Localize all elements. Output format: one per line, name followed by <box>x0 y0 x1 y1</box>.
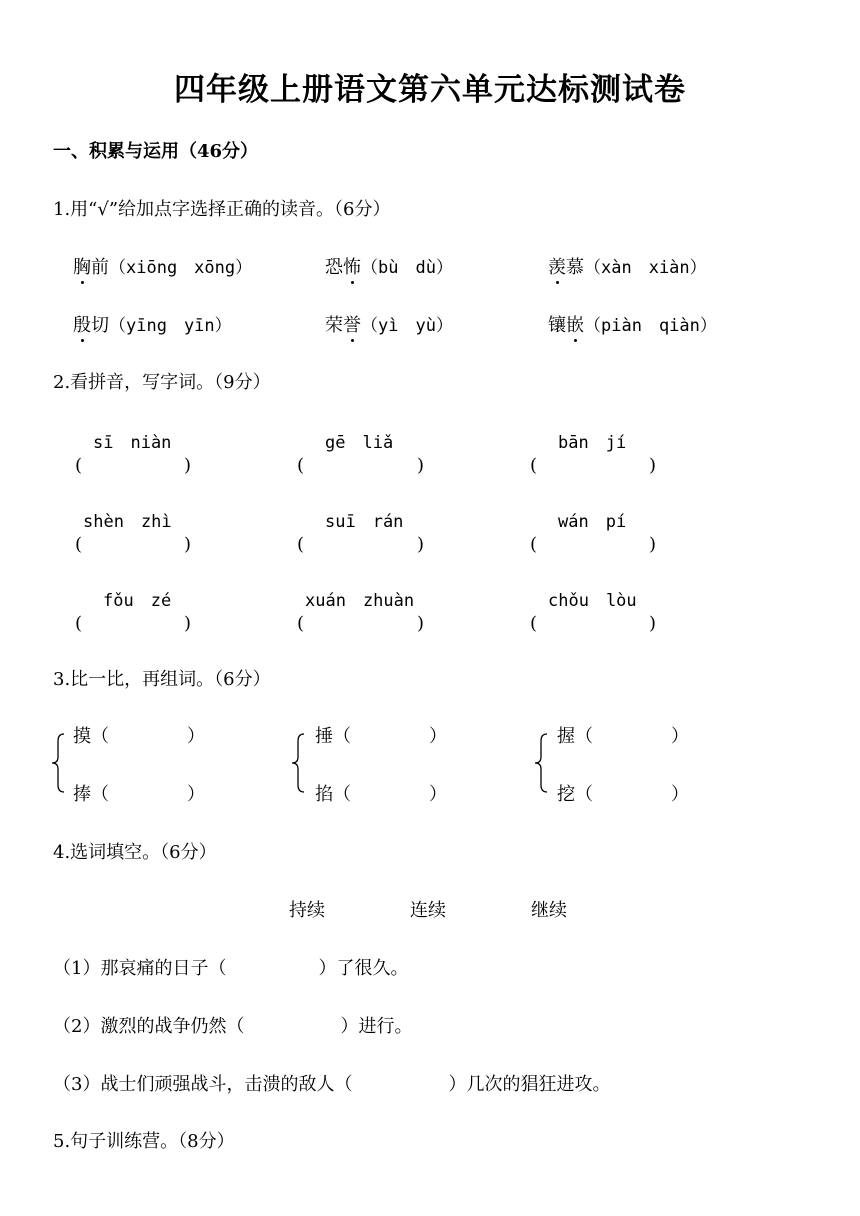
word-option: 继续 <box>531 900 567 921</box>
question-1-label: 1.用“√”给加点字选择正确的读音。（6分） <box>53 199 391 220</box>
pinyin-prompt: xuán zhuàn <box>305 591 415 611</box>
pinyin-prompt: chǒu lòu <box>548 591 637 611</box>
answer-blank[interactable]: （ ） <box>333 784 447 805</box>
section-heading: 一、积累与运用（46分） <box>53 141 259 162</box>
fill-sentence: （1）那哀痛的日子（ ）了很久。 <box>53 958 409 979</box>
fill-sentence: （3）战士们顽强战斗，击溃的敌人（ ）几次的猖狂进攻。 <box>53 1074 611 1095</box>
answer-blank[interactable]: （ ） <box>575 784 689 805</box>
answer-blank[interactable]: ( ) <box>75 534 192 555</box>
answer-blank[interactable]: （ ） <box>333 726 447 747</box>
compare-item: 掐（ ） <box>315 784 447 805</box>
brace-icon <box>290 733 306 793</box>
compare-item: 捶（ ） <box>315 726 447 747</box>
question-3-label: 3.比一比，再组词。（6分） <box>53 669 271 690</box>
pinyin-options[interactable]: （piàn qiàn） <box>584 316 717 336</box>
answer-blank[interactable]: （ ） <box>91 784 205 805</box>
dotted-char: 殷 <box>73 311 91 337</box>
compare-item: 摸（ ） <box>73 726 205 747</box>
brace-icon <box>50 733 66 793</box>
dotted-char: 嵌 <box>566 311 584 337</box>
answer-blank[interactable]: ( ) <box>297 613 425 634</box>
pinyin-prompt: sī niàn <box>93 433 172 453</box>
page-title: 四年级上册语文第六单元达标测试卷 <box>174 72 686 108</box>
answer-blank[interactable]: ( ) <box>75 455 192 476</box>
answer-blank[interactable]: ( ) <box>530 534 657 555</box>
word-option: 持续 <box>289 900 325 921</box>
pinyin-options[interactable]: （bù dù） <box>361 258 453 278</box>
compare-item: 捧（ ） <box>73 784 205 805</box>
fill-sentence: （2）激烈的战争仍然（ ）进行。 <box>53 1016 413 1037</box>
dotted-char: 誉 <box>343 311 361 337</box>
q1-item: 胸前（xiōng xōng） <box>73 253 252 279</box>
q1-item: 羡慕（xàn xiàn） <box>548 253 707 279</box>
pinyin-options[interactable]: （yīng yīn） <box>109 316 232 336</box>
compare-item: 握（ ） <box>557 726 689 747</box>
pinyin-prompt: suī rán <box>325 512 404 532</box>
pinyin-prompt: shèn zhì <box>83 512 172 532</box>
answer-blank[interactable]: （ ） <box>91 726 205 747</box>
question-5-label: 5.句子训练营。（8分） <box>53 1131 235 1152</box>
q1-item: 恐怖（bù dù） <box>325 253 453 279</box>
q1-item: 荣誉（yì yù） <box>325 311 453 337</box>
answer-blank[interactable]: ( ) <box>297 534 425 555</box>
word-option: 连续 <box>410 900 446 921</box>
answer-blank[interactable]: ( ) <box>530 455 657 476</box>
pinyin-prompt: fǒu zé <box>103 591 172 611</box>
pinyin-options[interactable]: （yì yù） <box>361 316 453 336</box>
question-2-label: 2.看拼音，写字词。（9分） <box>53 372 271 393</box>
dotted-char: 怖 <box>343 253 361 279</box>
q1-item: 殷切（yīng yīn） <box>73 311 232 337</box>
pinyin-options[interactable]: （xiōng xōng） <box>109 258 253 278</box>
dotted-char: 胸 <box>73 253 91 279</box>
compare-item: 挖（ ） <box>557 784 689 805</box>
brace-icon <box>533 733 549 793</box>
pinyin-prompt: bān jí <box>558 433 627 453</box>
pinyin-prompt: wán pí <box>558 512 627 532</box>
pinyin-options[interactable]: （xàn xiàn） <box>584 258 707 278</box>
question-4-label: 4.选词填空。（6分） <box>53 842 217 863</box>
q1-item: 镶嵌（piàn qiàn） <box>548 311 717 337</box>
answer-blank[interactable]: ( ) <box>75 613 192 634</box>
dotted-char: 羡 <box>548 253 566 279</box>
answer-blank[interactable]: ( ) <box>297 455 425 476</box>
answer-blank[interactable]: ( ) <box>530 613 657 634</box>
pinyin-prompt: gē liǎ <box>325 433 394 453</box>
answer-blank[interactable]: （ ） <box>575 726 689 747</box>
